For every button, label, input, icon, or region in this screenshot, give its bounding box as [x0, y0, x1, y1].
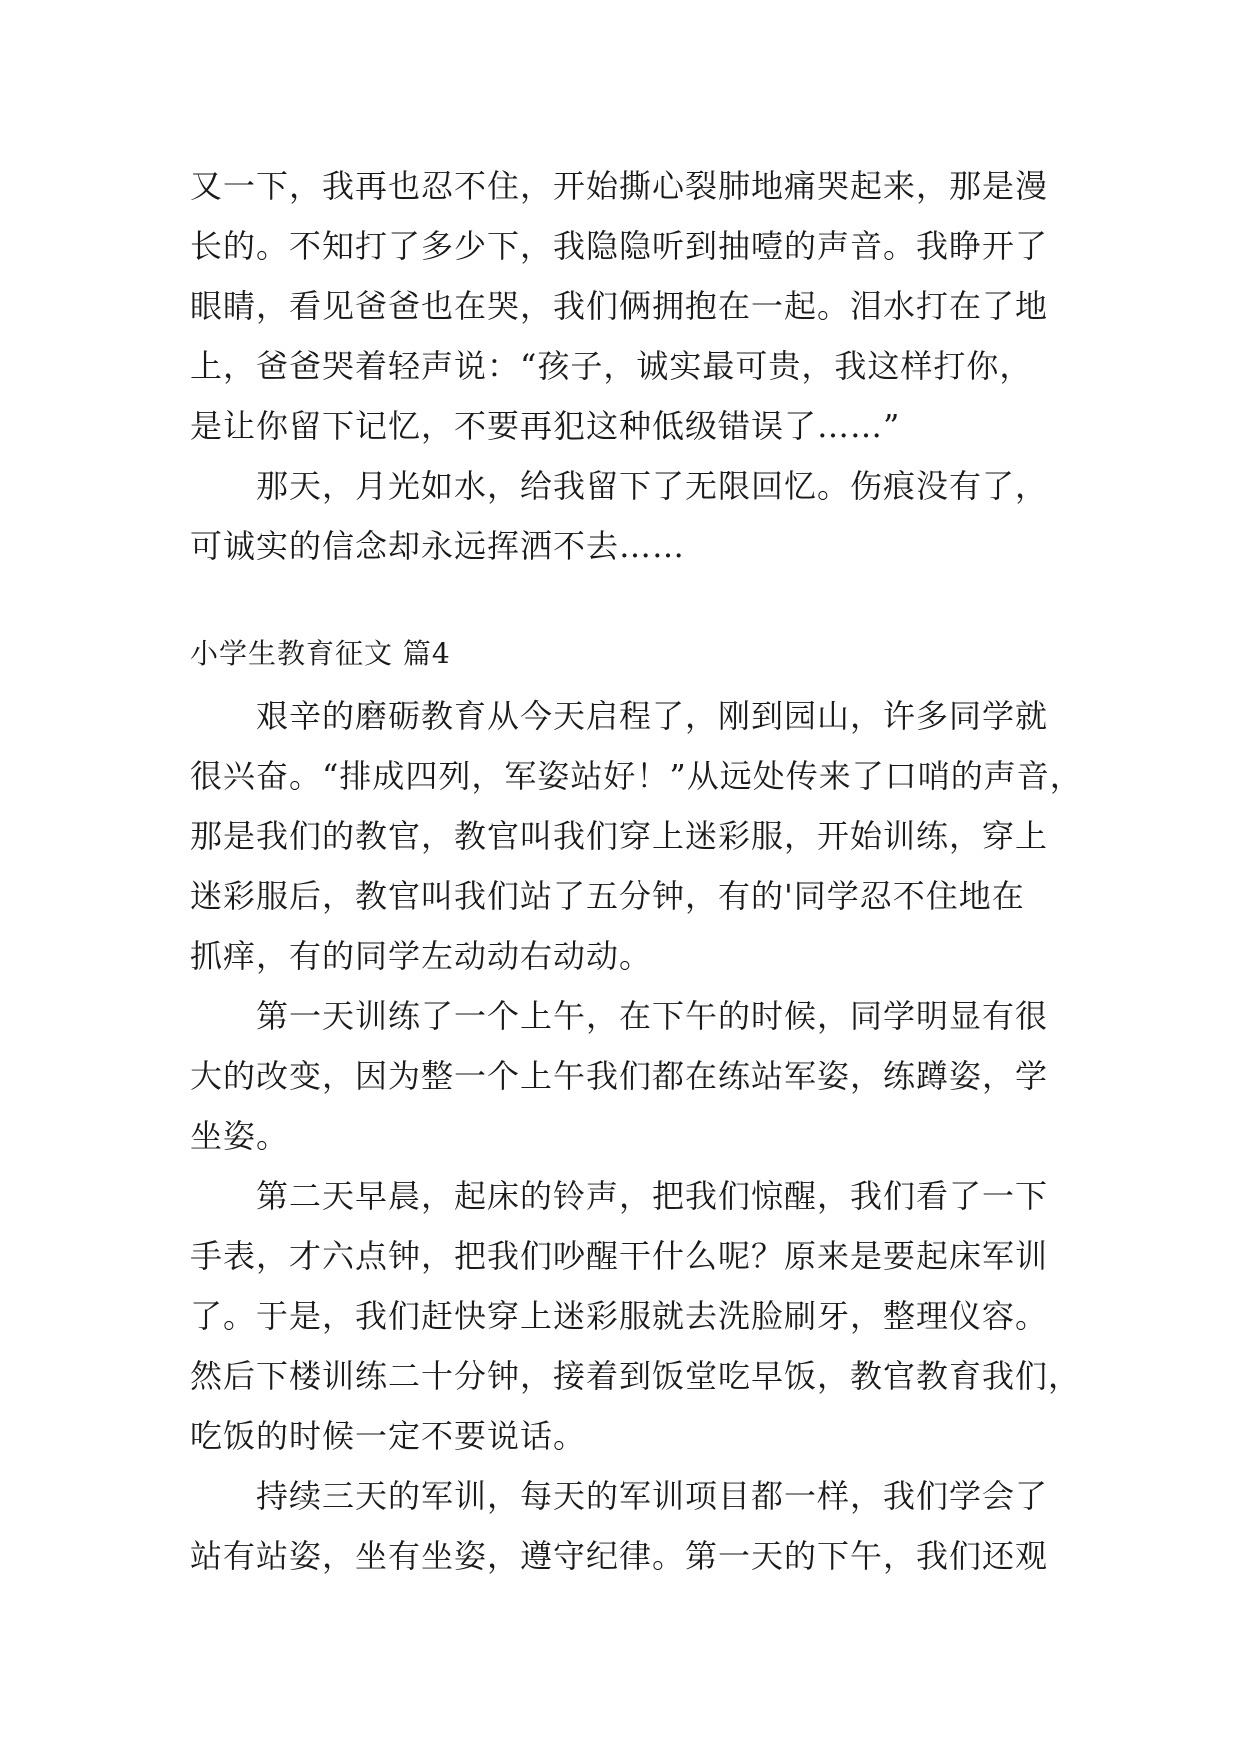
- text-line: 上，爸爸哭着轻声说：“孩子，诚实最可贵，我这样打你，: [190, 347, 1033, 385]
- text-line: 又一下，我再也忍不住，开始撕心裂肺地痛哭起来，那是漫: [190, 167, 1049, 205]
- text-line: 艰辛的磨砺教育从今天启程了，刚到园山，许多同学就: [190, 697, 1049, 735]
- text-line: 很兴奋。“排成四列，军姿站好！”从远处传来了口哨的声音，: [190, 757, 1083, 795]
- text-line: 吃饭的时候一定不要说话。: [190, 1417, 587, 1455]
- text-line: 眼睛，看见爸爸也在哭，我们俩拥抱在一起。泪水打在了地: [190, 287, 1049, 325]
- text-line: 那天，月光如水，给我留下了无限回忆。伤痕没有了，: [190, 467, 1049, 505]
- section-heading: 小学生教育征文 篇4: [190, 637, 451, 670]
- text-line: 可诚实的信念却永远挥洒不去……: [190, 527, 686, 565]
- text-line: 持续三天的军训，每天的军训项目都一样，我们学会了: [190, 1477, 1049, 1515]
- text-line: 大的改变，因为整一个上午我们都在练站军姿，练蹲姿，学: [190, 1057, 1049, 1095]
- text-line: 第一天训练了一个上午，在下午的时候，同学明显有很: [190, 997, 1049, 1035]
- text-line: 是让你留下记忆，不要再犯这种低级错误了……”: [190, 407, 901, 445]
- text-line: 然后下楼训练二十分钟，接着到饭堂吃早饭，教官教育我们，: [190, 1357, 1082, 1395]
- text-line: 迷彩服后，教官叫我们站了五分钟，有的'同学忍不住地在: [190, 877, 1025, 915]
- text-line: 坐姿。: [190, 1117, 290, 1155]
- text-line: 长的。不知打了多少下，我隐隐听到抽噎的声音。我睁开了: [190, 227, 1049, 265]
- text-line: 抓痒，有的同学左动动右动动。: [190, 937, 653, 975]
- text-line: 手表，才六点钟，把我们吵醒干什么呢？原来是要起床军训: [190, 1237, 1049, 1275]
- text-line: 第二天早晨，起床的铃声，把我们惊醒，我们看了一下: [190, 1177, 1049, 1215]
- text-line: 站有站姿，坐有坐姿，遵守纪律。第一天的下午，我们还观: [190, 1537, 1049, 1575]
- text-line: 了。于是，我们赶快穿上迷彩服就去洗脸刷牙，整理仪容。: [190, 1297, 1049, 1335]
- text-line: 那是我们的教官，教官叫我们穿上迷彩服，开始训练，穿上: [190, 817, 1049, 855]
